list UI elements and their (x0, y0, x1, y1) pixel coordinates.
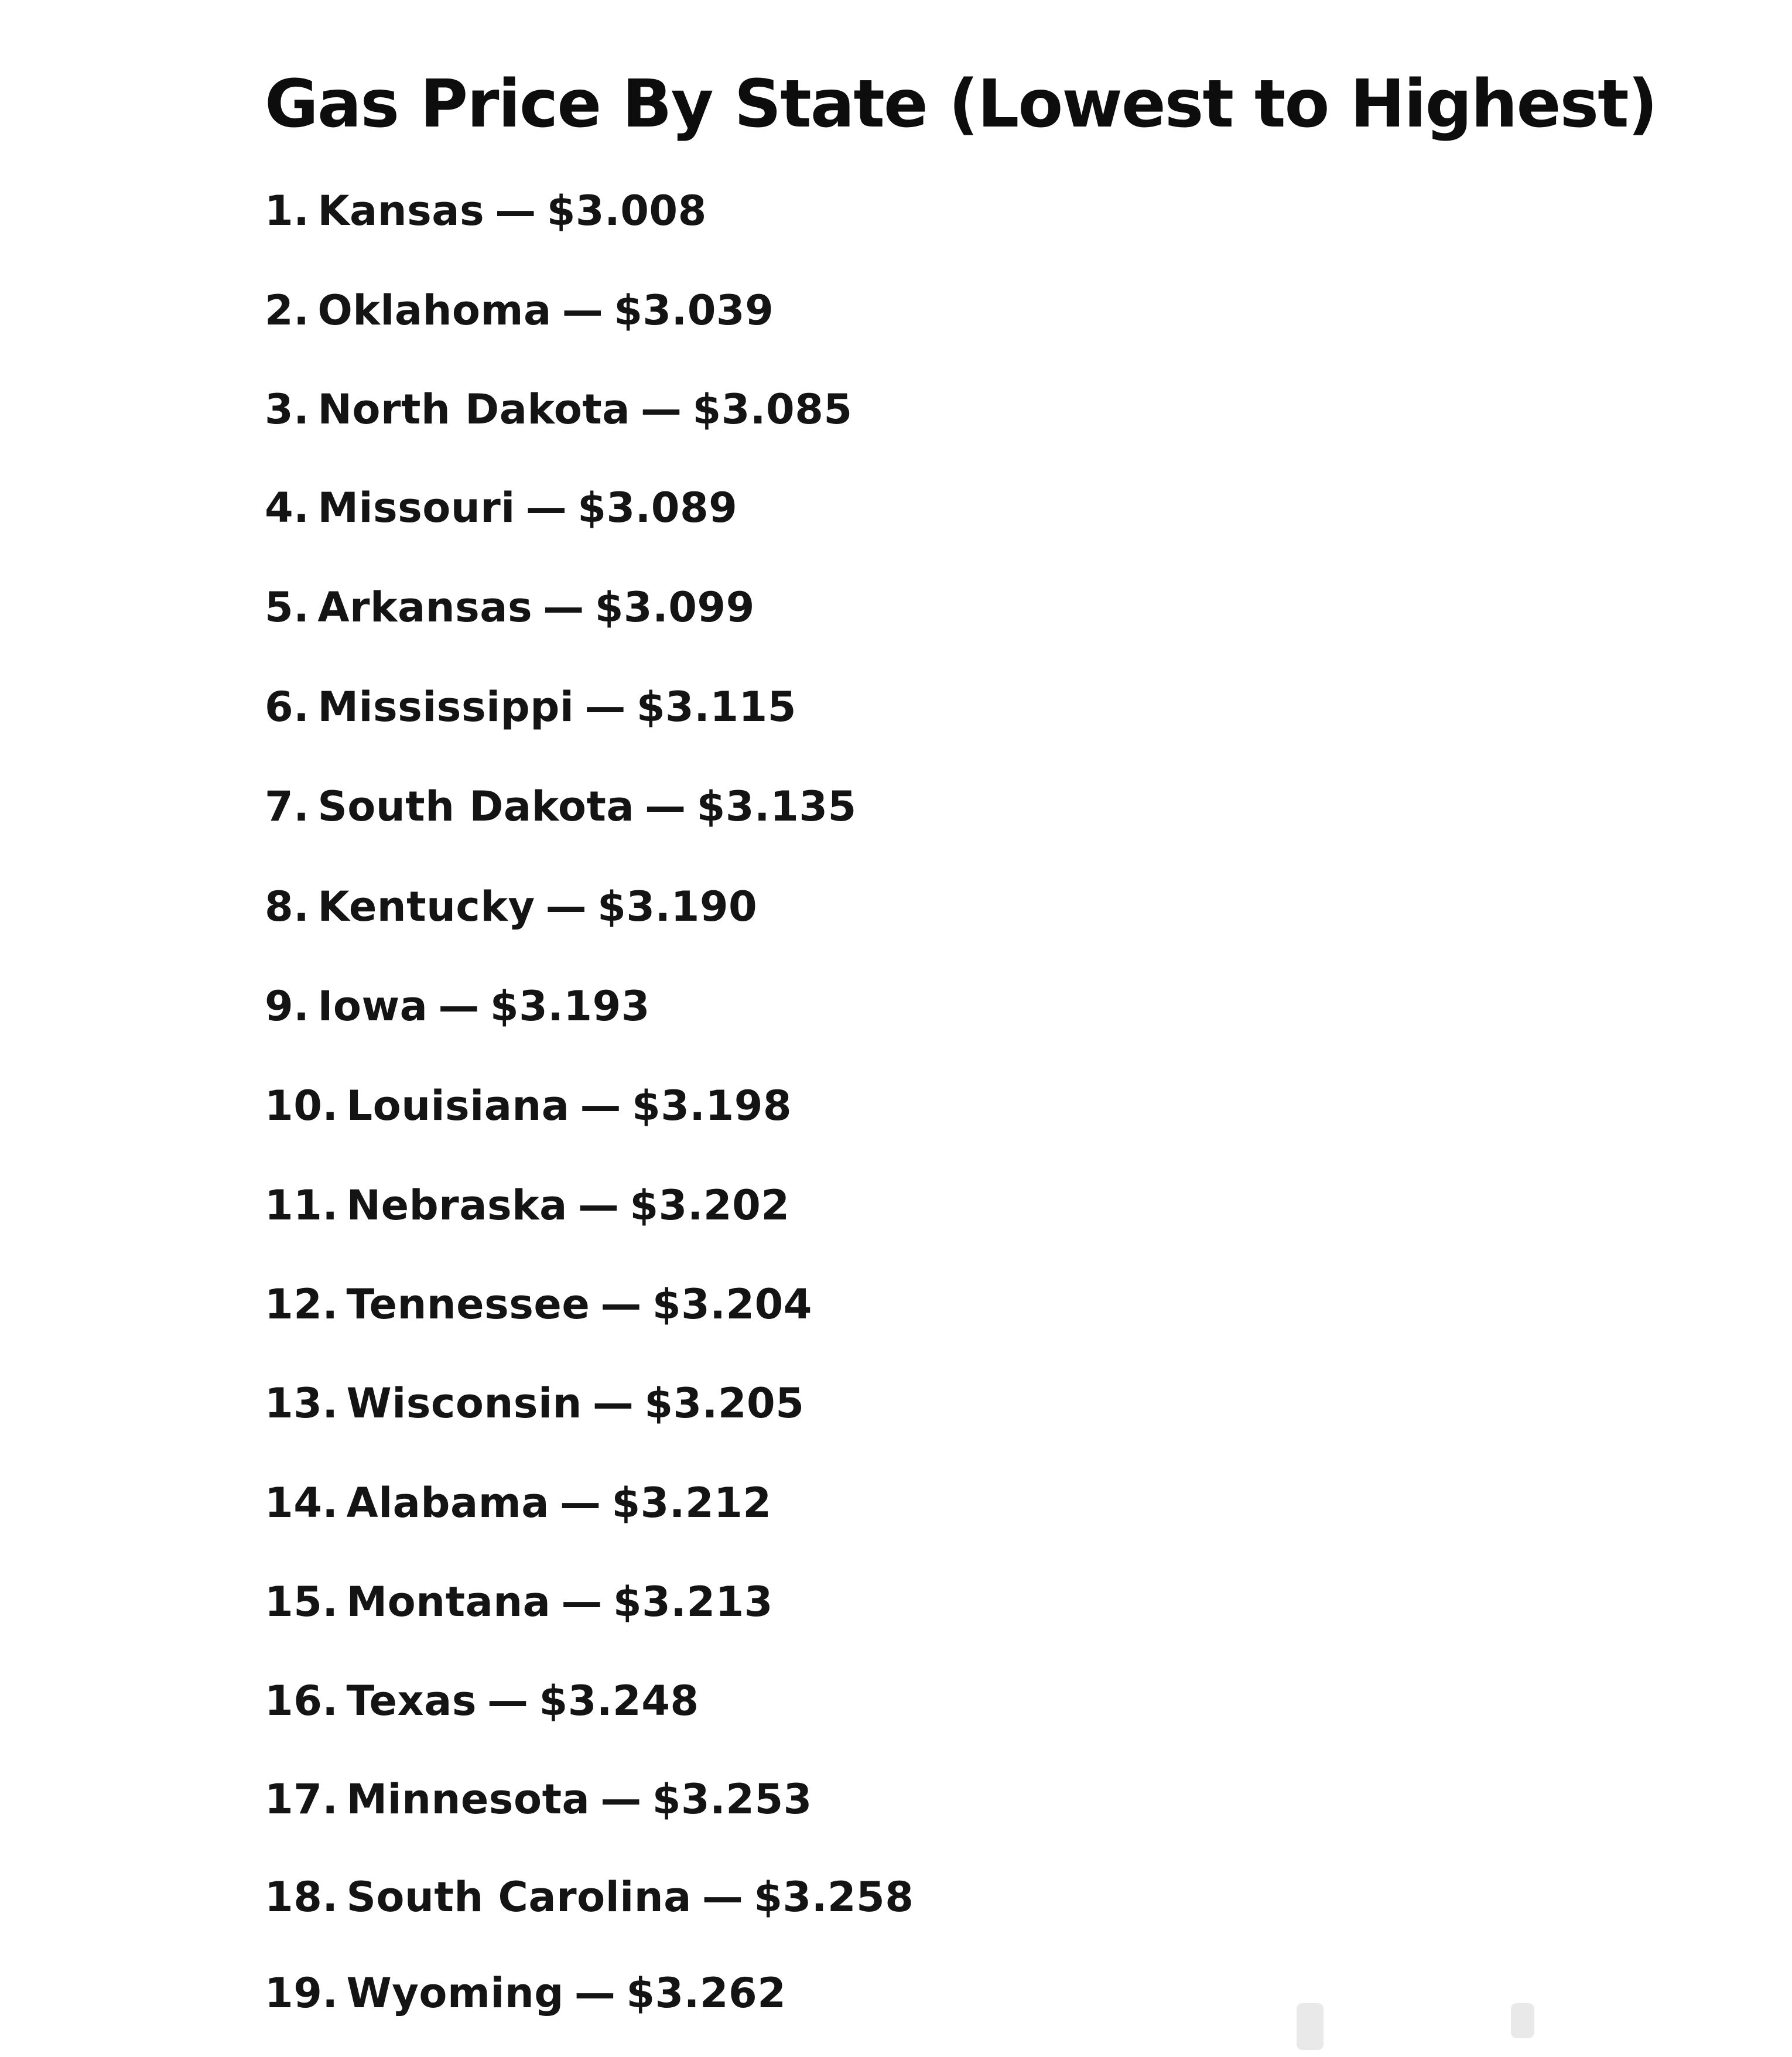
item-price: $3.213 (613, 1578, 773, 1626)
item-price: $3.202 (630, 1181, 790, 1229)
scroll-artifact (1511, 2003, 1534, 2038)
item-rank: 7. (265, 783, 310, 831)
list-item (265, 1179, 790, 1232)
item-state: Louisiana (346, 1082, 570, 1130)
item-separator: — (438, 982, 480, 1030)
item-rank: 11. (265, 1181, 338, 1229)
list-item (265, 481, 737, 534)
item-state: Iowa (317, 982, 428, 1030)
item-separator: — (600, 1775, 642, 1823)
list-item (265, 1477, 772, 1529)
item-price: $3.008 (546, 187, 707, 235)
item-rank: 1. (265, 187, 310, 235)
item-rank: 2. (265, 286, 310, 334)
item-price: $3.190 (597, 883, 758, 931)
page-title: Gas Price By State (Lowest to Highest) (265, 66, 1657, 142)
item-state: Wisconsin (346, 1379, 582, 1427)
item-rank: 18. (265, 1873, 338, 1921)
item-state: Montana (346, 1578, 551, 1626)
item-price: $3.248 (539, 1677, 699, 1725)
item-price: $3.212 (611, 1479, 772, 1527)
list-item (265, 681, 796, 733)
item-state: Nebraska (346, 1181, 567, 1229)
list-item (265, 284, 774, 337)
item-price: $3.262 (626, 1969, 786, 2017)
item-separator: — (645, 783, 686, 831)
item-price: $3.115 (636, 683, 796, 731)
item-rank: 12. (265, 1280, 338, 1328)
item-price: $3.253 (652, 1775, 812, 1823)
item-state: Tennessee (346, 1280, 590, 1328)
scroll-artifact (1297, 2003, 1324, 2050)
item-price: $3.205 (644, 1379, 805, 1427)
item-state: Texas (346, 1677, 477, 1725)
item-rank: 19. (265, 1969, 338, 2017)
item-rank: 13. (265, 1379, 338, 1427)
list-item (265, 1278, 812, 1331)
item-price: $3.089 (577, 484, 738, 532)
item-state: South Dakota (317, 783, 635, 831)
item-separator: — (600, 1280, 642, 1328)
list-item (265, 780, 857, 833)
item-rank: 9. (265, 982, 310, 1030)
list-item (265, 1576, 773, 1628)
list-item (265, 581, 755, 634)
item-separator: — (525, 484, 567, 532)
item-state: Wyoming (346, 1969, 564, 2017)
item-separator: — (545, 883, 587, 931)
item-separator: — (487, 1677, 529, 1725)
item-rank: 4. (265, 484, 310, 532)
item-price: $3.198 (632, 1082, 792, 1130)
item-rank: 14. (265, 1479, 338, 1527)
item-state: Minnesota (346, 1775, 590, 1823)
list-item (265, 1967, 786, 2020)
item-separator: — (574, 1969, 616, 2017)
item-state: North Dakota (317, 385, 630, 433)
list-item (265, 980, 650, 1033)
item-state: Kentucky (317, 883, 535, 931)
item-separator: — (577, 1181, 620, 1229)
item-separator: — (592, 1379, 634, 1427)
item-rank: 3. (265, 385, 310, 433)
list-item (265, 1377, 804, 1430)
item-state: Oklahoma (317, 286, 552, 334)
list-item (265, 1675, 699, 1727)
item-rank: 16. (265, 1677, 338, 1725)
item-rank: 17. (265, 1775, 338, 1823)
item-state: Arkansas (317, 583, 533, 631)
list-item (265, 1871, 914, 1923)
item-rank: 10. (265, 1082, 338, 1130)
list-item (265, 383, 853, 436)
item-separator: — (559, 1479, 601, 1527)
item-separator: — (702, 1873, 744, 1921)
item-state: Mississippi (317, 683, 574, 731)
list-item (265, 880, 757, 933)
item-state: Kansas (317, 187, 485, 235)
item-state: Alabama (346, 1479, 549, 1527)
item-price: $3.039 (614, 286, 774, 334)
item-price: $3.193 (490, 982, 650, 1030)
item-separator: — (580, 1082, 622, 1130)
item-price: $3.085 (692, 385, 853, 433)
item-rank: 5. (265, 583, 310, 631)
item-separator: — (584, 683, 626, 731)
item-state: South Carolina (346, 1873, 692, 1921)
item-state: Missouri (317, 484, 515, 532)
item-price: $3.204 (652, 1280, 812, 1328)
item-rank: 15. (265, 1578, 338, 1626)
item-price: $3.135 (696, 783, 857, 831)
item-separator: — (562, 286, 604, 334)
list-item (265, 1079, 792, 1132)
item-rank: 8. (265, 883, 310, 931)
item-separator: — (543, 583, 584, 631)
list-item (265, 184, 707, 237)
item-separator: — (640, 385, 682, 433)
item-price: $3.258 (754, 1873, 914, 1921)
item-rank: 6. (265, 683, 310, 731)
item-price: $3.099 (594, 583, 755, 631)
item-separator: — (561, 1578, 603, 1626)
item-separator: — (495, 187, 536, 235)
list-item (265, 1773, 812, 1826)
